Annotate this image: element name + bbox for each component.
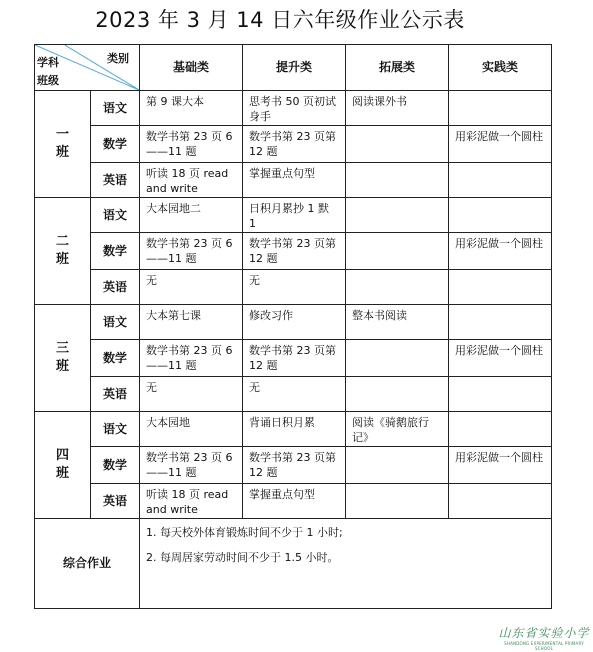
homework-cell: 听读 18 页 read and write (140, 484, 243, 519)
page-title: 2023 年 3 月 14 日六年级作业公示表 (95, 8, 465, 32)
table-row (35, 377, 552, 412)
homework-cell: 阅读课外书 (346, 91, 449, 126)
homework-cell: 无 (140, 270, 243, 305)
summary-row (35, 519, 552, 609)
subject-cell: 英语 (91, 377, 140, 412)
table-row (35, 163, 552, 198)
subject-cell: 语文 (91, 412, 140, 447)
subject-cell: 英语 (91, 163, 140, 198)
table-row (35, 340, 552, 377)
homework-cell: 用彩泥做一个圆柱 (449, 340, 552, 377)
homework-cell: 数学书第 23 页 6——11 题 (140, 447, 243, 484)
homework-cell (346, 447, 449, 484)
homework-cell: 用彩泥做一个圆柱 (449, 447, 552, 484)
table-row (35, 233, 552, 270)
class-name-cell: 四 班 (35, 412, 91, 519)
class-name-cell: 二 班 (35, 198, 91, 305)
homework-cell: 用彩泥做一个圆柱 (449, 126, 552, 163)
corner-subject-label: 学科 (37, 56, 59, 69)
subject-cell: 语文 (91, 91, 140, 126)
subject-cell: 英语 (91, 270, 140, 305)
homework-cell (449, 484, 552, 519)
table-row (35, 126, 552, 163)
table-row (35, 412, 552, 447)
summary-label: 综合作业 (35, 519, 140, 609)
homework-cell (346, 340, 449, 377)
homework-cell: 思考书 50 页初试身手 (243, 91, 346, 126)
subject-cell: 数学 (91, 447, 140, 484)
homework-cell (449, 163, 552, 198)
table-row (35, 270, 552, 305)
table-row (35, 305, 552, 340)
class-name-cell: 三 班 (35, 305, 91, 412)
column-header-practice: 实践类 (449, 45, 552, 91)
subject-cell: 语文 (91, 305, 140, 340)
homework-cell: 大本园地 (140, 412, 243, 447)
homework-cell (346, 270, 449, 305)
homework-cell: 整本书阅读 (346, 305, 449, 340)
homework-cell: 无 (140, 377, 243, 412)
homework-table (34, 44, 552, 609)
homework-cell (346, 484, 449, 519)
column-header-improve: 提升类 (243, 45, 346, 91)
summary-body (140, 519, 552, 609)
homework-cell (449, 91, 552, 126)
table-row (35, 447, 552, 484)
table-row (35, 198, 552, 233)
homework-cell (449, 377, 552, 412)
homework-cell: 第 9 课大本 (140, 91, 243, 126)
homework-cell: 数学书第 23 页第 12 题 (243, 340, 346, 377)
homework-cell (449, 305, 552, 340)
homework-cell (346, 126, 449, 163)
homework-cell (346, 163, 449, 198)
corner-header (35, 45, 140, 91)
homework-cell (346, 377, 449, 412)
school-logo-english: SHANDONG EXPERIMENTAL PRIMARY SCHOOL (504, 641, 584, 651)
homework-cell: 大本园地二 (140, 198, 243, 233)
summary-line: 2. 每周居家劳动时间不少于 1.5 小时。 (146, 551, 339, 564)
homework-cell: 大本第七课 (140, 305, 243, 340)
homework-cell: 数学书第 23 页 6——11 题 (140, 233, 243, 270)
corner-class-label: 班级 (37, 74, 59, 87)
homework-cell (449, 412, 552, 447)
homework-cell: 日积月累抄 1 默 1 (243, 198, 346, 233)
subject-cell: 数学 (91, 233, 140, 270)
homework-cell (449, 198, 552, 233)
homework-cell: 数学书第 23 页第 12 题 (243, 126, 346, 163)
homework-cell: 听读 18 页 read and write (140, 163, 243, 198)
homework-cell: 数学书第 23 页第 12 题 (243, 233, 346, 270)
column-header-extend: 拓展类 (346, 45, 449, 91)
table-row (35, 484, 552, 519)
homework-cell: 用彩泥做一个圆柱 (449, 233, 552, 270)
table-row (35, 91, 552, 126)
subject-cell: 数学 (91, 126, 140, 163)
homework-cell (449, 270, 552, 305)
column-header-basic: 基础类 (140, 45, 243, 91)
homework-cell: 修改习作 (243, 305, 346, 340)
homework-cell: 无 (243, 270, 346, 305)
subject-cell: 数学 (91, 340, 140, 377)
homework-cell: 掌握重点句型 (243, 163, 346, 198)
homework-cell (346, 233, 449, 270)
homework-cell: 数学书第 23 页 6——11 题 (140, 340, 243, 377)
summary-line: 1. 每天校外体育锻炼时间不少于 1 小时; (146, 526, 343, 539)
subject-cell: 英语 (91, 484, 140, 519)
homework-cell: 掌握重点句型 (243, 484, 346, 519)
homework-cell: 无 (243, 377, 346, 412)
homework-cell: 阅读《骑鹅旅行记》 (346, 412, 449, 447)
subject-cell: 语文 (91, 198, 140, 233)
corner-category-label: 类别 (107, 52, 129, 65)
school-logo (498, 624, 590, 651)
class-name-cell: 一 班 (35, 91, 91, 198)
header-row (35, 45, 552, 91)
school-logo-name: 山东省实验小学 (498, 626, 590, 640)
homework-cell: 数学书第 23 页 6——11 题 (140, 126, 243, 163)
homework-cell: 数学书第 23 页第 12 题 (243, 447, 346, 484)
homework-cell: 背诵日积月累 (243, 412, 346, 447)
homework-cell (346, 198, 449, 233)
